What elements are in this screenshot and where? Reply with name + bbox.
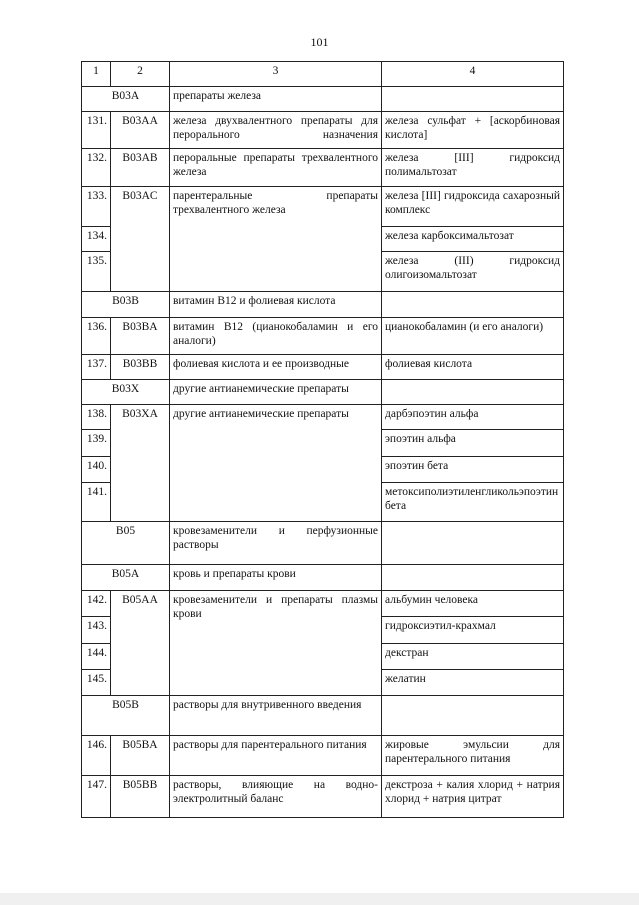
scan-footer-band — [0, 893, 639, 905]
row-number: 139. — [82, 430, 111, 457]
row-number: 140. — [82, 457, 111, 483]
table-row — [82, 149, 564, 187]
table-row — [82, 318, 564, 355]
row-number: 137. — [82, 355, 111, 380]
table-row — [82, 736, 564, 776]
group-name: растворы, влияющие на водно-электролитный баланс — [170, 776, 382, 818]
group-code: B03A — [82, 87, 170, 112]
row-number: 144. — [82, 644, 111, 670]
drug-name: декстроза + калия хлорид + натрия хлорид + натрия цитрат — [382, 776, 564, 818]
row-number: 138. — [82, 405, 111, 430]
table-row — [82, 112, 564, 149]
group-name: железа двухвалентного препараты для перорального назначения — [170, 112, 382, 149]
row-number: 143. — [82, 617, 111, 644]
row-number: 133. — [82, 187, 111, 227]
drug-name: железа (III) гидроксид олигоизомальтозат — [382, 252, 564, 292]
drug-name: метоксиполиэтиленгликольэпоэтин бета — [382, 483, 564, 522]
drug-name: альбумин человека — [382, 591, 564, 617]
empty-cell — [382, 292, 564, 318]
atc-code: B03BA — [111, 318, 170, 355]
table-header-row — [82, 62, 564, 87]
group-row — [82, 380, 564, 405]
drug-name: дарбэпоэтин альфа — [382, 405, 564, 430]
group-name: растворы для внутривенного введения — [170, 696, 382, 736]
table-row — [82, 405, 564, 430]
drug-name: железа карбоксимальтозат — [382, 227, 564, 252]
group-name: кровезаменители и препараты плазмы крови — [170, 591, 382, 696]
row-number: 145. — [82, 670, 111, 696]
group-name: парентеральные препараты трехвалентного железа — [170, 187, 382, 292]
empty-cell — [382, 565, 564, 591]
group-name: другие антианемические препараты — [170, 380, 382, 405]
group-name: витамин В12 (цианокобаламин и его аналоги) — [170, 318, 382, 355]
row-number: 132. — [82, 149, 111, 187]
empty-cell — [382, 696, 564, 736]
group-row — [82, 87, 564, 112]
header-col-4: 4 — [382, 62, 564, 87]
group-name: кровезаменители и перфузионные растворы — [170, 522, 382, 565]
atc-code: B03AB — [111, 149, 170, 187]
group-code: B05B — [82, 696, 170, 736]
empty-cell — [382, 522, 564, 565]
drug-name: фолиевая кислота — [382, 355, 564, 380]
group-name: другие антианемические препараты — [170, 405, 382, 522]
group-row — [82, 522, 564, 565]
row-number: 142. — [82, 591, 111, 617]
drug-name: жировые эмульсии для парентерального питания — [382, 736, 564, 776]
drug-name: железа [III] гидроксид полимальтозат — [382, 149, 564, 187]
group-code: B05A — [82, 565, 170, 591]
row-number: 134. — [82, 227, 111, 252]
row-number: 147. — [82, 776, 111, 818]
group-name: кровь и препараты крови — [170, 565, 382, 591]
group-name: препараты железа — [170, 87, 382, 112]
table-row — [82, 355, 564, 380]
page-number: 101 — [310, 35, 329, 49]
atc-code: B03XA — [111, 405, 170, 522]
atc-code: B05BA — [111, 736, 170, 776]
group-row — [82, 565, 564, 591]
row-number: 135. — [82, 252, 111, 292]
drug-name: эпоэтин бета — [382, 457, 564, 483]
drug-name: железа [III] гидроксида сахарозный комплекс — [382, 187, 564, 227]
group-code: B03B — [82, 292, 170, 318]
group-row — [82, 696, 564, 736]
group-code: B03X — [82, 380, 170, 405]
table-row — [82, 591, 564, 617]
group-row — [82, 292, 564, 318]
group-name: фолиевая кислота и ее производные — [170, 355, 382, 380]
group-code: B05 — [82, 522, 170, 565]
row-number: 141. — [82, 483, 111, 522]
drug-name: гидроксиэтил-крахмал — [382, 617, 564, 644]
atc-code: B03BB — [111, 355, 170, 380]
drug-name: эпоэтин альфа — [382, 430, 564, 457]
atc-code: B03AC — [111, 187, 170, 292]
table-row — [82, 776, 564, 818]
row-number: 136. — [82, 318, 111, 355]
header-col-2: 2 — [111, 62, 170, 87]
group-name: растворы для парентерального питания — [170, 736, 382, 776]
atc-code: B05AA — [111, 591, 170, 696]
atc-code: B03AA — [111, 112, 170, 149]
drug-name: цианокобаламин (и его аналоги) — [382, 318, 564, 355]
empty-cell — [382, 380, 564, 405]
header-col-1: 1 — [82, 62, 111, 87]
row-number: 131. — [82, 112, 111, 149]
drug-table — [81, 61, 564, 818]
header-col-3: 3 — [170, 62, 382, 87]
table-row — [82, 187, 564, 227]
drug-name: желатин — [382, 670, 564, 696]
group-name: пероральные препараты трехвалентного железа — [170, 149, 382, 187]
drug-name: железа сульфат + [аскорбиновая кислота] — [382, 112, 564, 149]
row-number: 146. — [82, 736, 111, 776]
drug-name: декстран — [382, 644, 564, 670]
atc-code: B05BB — [111, 776, 170, 818]
group-name: витамин В12 и фолиевая кислота — [170, 292, 382, 318]
empty-cell — [382, 87, 564, 112]
